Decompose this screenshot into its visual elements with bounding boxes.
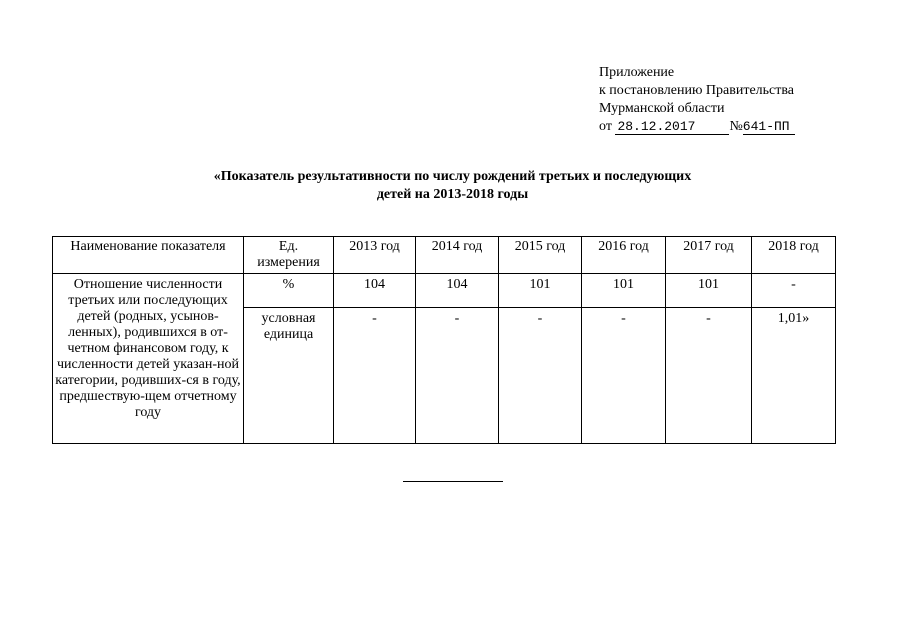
value-cell: - — [499, 308, 582, 444]
header-cell: 2014 год — [416, 237, 499, 274]
header-cell: Наименование показателя — [53, 237, 244, 274]
table-header-row — [53, 237, 836, 274]
appendix-line-3: Мурманской области — [599, 101, 725, 116]
value-cell: 104 — [416, 274, 499, 308]
decree-date: 28.12.2017 — [615, 119, 729, 135]
value-cell: 104 — [334, 274, 416, 308]
value-cell: 101 — [582, 274, 666, 308]
value-cell: - — [416, 308, 499, 444]
header-cell: 2017 год — [666, 237, 752, 274]
title-line-1: «Показатель результативности по числу рождений третьих и последующих — [213, 169, 692, 184]
decree-number: 641-ПП — [743, 119, 795, 135]
header-cell: Ед. измерения — [244, 237, 334, 274]
appendix-line-1: Приложение — [599, 65, 675, 80]
header-cell: 2016 год — [582, 237, 666, 274]
header-cell: 2015 год — [499, 237, 582, 274]
value-cell: - — [666, 308, 752, 444]
indicator-name: Отношение численности третьих или последующих детей (родных, усынов-ленных), родившихся в от-четном финансовом году, к численности детей указан-ной категории, родивших-ся в году, предшествую-щем отчетному году — [53, 274, 244, 444]
number-prefix: № — [729, 119, 743, 134]
indicator-table — [52, 236, 836, 444]
value-cell: - — [752, 274, 836, 308]
value-cell: 101 — [666, 274, 752, 308]
table-row — [53, 274, 836, 308]
date-prefix: от — [599, 119, 612, 134]
value-cell: 1,01» — [752, 308, 836, 444]
value-cell: - — [334, 308, 416, 444]
appendix-block — [599, 64, 795, 136]
header-cell: 2018 год — [752, 237, 836, 274]
appendix-date-line — [599, 118, 795, 136]
header-cell: 2013 год — [334, 237, 416, 274]
value-cell: - — [582, 308, 666, 444]
document-title — [60, 168, 845, 204]
unit-cell: условная единица — [244, 308, 334, 444]
appendix-line-2: к постановлению Правительства — [599, 83, 795, 98]
title-line-2: детей на 2013-2018 годы — [376, 187, 529, 202]
closing-rule — [403, 481, 503, 482]
unit-cell: % — [244, 274, 334, 308]
value-cell: 101 — [499, 274, 582, 308]
